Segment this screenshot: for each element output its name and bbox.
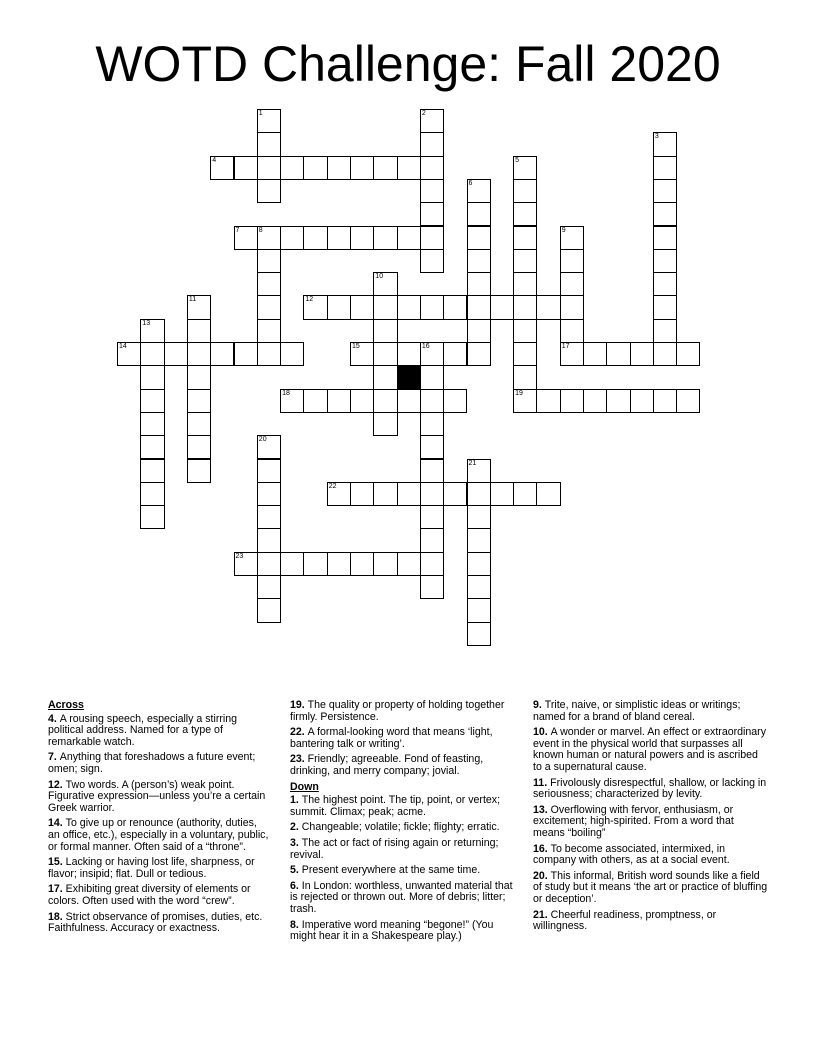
grid-cell[interactable]: [420, 482, 444, 506]
clue-item-text: Anything that foreshadows a future event; omen; sign.: [48, 751, 256, 775]
clue-item: [290, 754, 515, 777]
grid-cell[interactable]: [257, 459, 281, 483]
grid-cell[interactable]: [490, 482, 514, 506]
grid-cell[interactable]: [257, 132, 281, 156]
clue-item-text: Strict observance of promises, duties, etc. Faithfulness. Accuracy or exactness.: [48, 910, 263, 935]
grid-cell[interactable]: [560, 389, 584, 413]
clue-item: [48, 780, 270, 815]
grid-cell[interactable]: [606, 342, 630, 366]
clue-item-text: To give up or renounce (authority, duties, an office, etc.), especially in a voluntary, public, or formal manner. Often said of a “throne”.: [48, 817, 269, 853]
clue-item-number: 13.: [533, 803, 551, 816]
grid-cell[interactable]: [536, 295, 560, 319]
grid-cell[interactable]: [467, 482, 491, 506]
grid-cell[interactable]: [234, 226, 258, 250]
clue-number: 8: [258, 226, 263, 234]
grid-cell[interactable]: [257, 435, 281, 459]
clue-item-number: 10.: [533, 726, 551, 739]
grid-cell[interactable]: [513, 319, 537, 343]
clue-item-text: A rousing speech, especially a stirring political address. Named for a type of remarkable watch.: [48, 712, 238, 748]
grid-cell[interactable]: [420, 226, 444, 250]
clue-item-number: 1.: [290, 794, 302, 807]
clue-item-text: Imperative word meaning “begone!” (You might hear it in a Shakespeare play.): [290, 918, 494, 943]
grid-cell[interactable]: [467, 622, 491, 646]
clue-item-number: 6.: [290, 879, 302, 892]
clue-item: [48, 912, 270, 935]
grid-cell[interactable]: [280, 342, 304, 366]
clue-item: [290, 822, 515, 834]
grid-cell[interactable]: [140, 482, 164, 506]
grid-cell[interactable]: [210, 342, 234, 366]
grid-cell[interactable]: [467, 459, 491, 483]
grid-cell[interactable]: [513, 482, 537, 506]
clue-number: 10: [375, 273, 384, 281]
grid-cell[interactable]: [350, 482, 374, 506]
grid-cell[interactable]: [187, 459, 211, 483]
grid-cell[interactable]: [257, 226, 281, 250]
grid-cell[interactable]: [350, 226, 374, 250]
clue-number: 14: [119, 343, 127, 350]
clue-item: [290, 700, 515, 723]
clue-item: [48, 884, 270, 907]
grid-cell[interactable]: [187, 365, 211, 389]
clue-number: 20: [258, 436, 267, 444]
clue-number: 7: [235, 226, 240, 234]
grid-cell[interactable]: [257, 528, 281, 552]
clue-number: 9: [561, 226, 566, 234]
clue-item-number: 22.: [290, 726, 308, 739]
grid-cell[interactable]: [653, 132, 677, 156]
grid-cell[interactable]: [467, 342, 491, 366]
grid-cell[interactable]: [327, 389, 351, 413]
grid-cell[interactable]: [443, 295, 467, 319]
clue-item-number: 9.: [533, 699, 545, 711]
clue-item: [48, 818, 270, 853]
grid-cell[interactable]: [420, 109, 444, 133]
grid-cell[interactable]: [303, 552, 327, 576]
clue-item-text: Frivolously disrespectful, shallow, or lacking in seriousness; characterized by levity.: [533, 776, 767, 801]
grid-cell[interactable]: [653, 156, 677, 180]
grid-cell[interactable]: [187, 319, 211, 343]
grid-cell[interactable]: [443, 482, 467, 506]
grid-cell[interactable]: [140, 459, 164, 483]
clue-item: [533, 700, 768, 723]
clue-item-text: Present everywhere at the same time.: [301, 864, 481, 877]
clue-number: 13: [142, 319, 151, 327]
grid-cell[interactable]: [467, 598, 491, 622]
grid-cell[interactable]: [560, 295, 584, 319]
grid-cell[interactable]: [420, 249, 444, 273]
grid-cell[interactable]: [490, 295, 514, 319]
clue-item: [533, 910, 768, 933]
grid-cell[interactable]: [373, 272, 397, 296]
grid-cell[interactable]: [140, 389, 164, 413]
grid-cell[interactable]: [397, 295, 421, 319]
grid-cell[interactable]: [303, 295, 327, 319]
grid-cell[interactable]: [676, 389, 700, 413]
grid-cell[interactable]: [373, 295, 397, 319]
grid-cell[interactable]: [513, 156, 537, 180]
puzzle-title: WOTD Challenge: Fall 2020: [95, 36, 721, 92]
grid-cell[interactable]: [513, 202, 537, 226]
clue-number: 3: [654, 133, 659, 141]
clue-item: [290, 865, 515, 877]
grid-cell[interactable]: [257, 179, 281, 203]
grid-cell[interactable]: [467, 319, 491, 343]
grid-cell[interactable]: [187, 389, 211, 413]
grid-cell[interactable]: [560, 342, 584, 366]
clue-item-number: 8.: [290, 918, 302, 931]
grid-cell[interactable]: [420, 412, 444, 436]
grid-cell[interactable]: [560, 249, 584, 273]
grid-cell[interactable]: [397, 226, 421, 250]
grid-cell[interactable]: [420, 575, 444, 599]
clue-item-number: 5.: [290, 864, 302, 877]
clue-item-text: A formal-looking word that means ‘light, bantering talk or writing’.: [290, 726, 493, 750]
clues-column-1: [48, 700, 270, 939]
grid-cell[interactable]: [280, 226, 304, 250]
grid-cell[interactable]: [467, 249, 491, 273]
clue-item-number: 20.: [533, 869, 551, 882]
grid-cell[interactable]: [630, 342, 654, 366]
clue-number: 1: [258, 110, 263, 117]
grid-cell[interactable]: [303, 226, 327, 250]
grid-cell[interactable]: [140, 435, 164, 459]
grid-cell[interactable]: [234, 552, 258, 576]
clue-number: 16: [421, 343, 430, 350]
clue-item-text: Friendly; agreeable. Fond of feasting, drinking, and merry company; jovial.: [290, 753, 484, 777]
clue-item-number: 23.: [290, 753, 308, 766]
grid-cell[interactable]: [187, 342, 211, 366]
grid-cell[interactable]: [653, 226, 677, 250]
grid-cell[interactable]: [467, 272, 491, 296]
grid-cell[interactable]: [257, 295, 281, 319]
clue-item-number: 11.: [533, 776, 551, 789]
grid-cell[interactable]: [420, 342, 444, 366]
grid-cell[interactable]: [187, 412, 211, 436]
grid-cell[interactable]: [467, 505, 491, 529]
across-clue-list: [48, 714, 270, 935]
clue-item-text: Exhibiting great diversity of elements or colors. Often used with the word “crew”.: [48, 883, 251, 907]
grid-cell[interactable]: [420, 435, 444, 459]
grid-cell[interactable]: [117, 342, 141, 366]
grid-cell[interactable]: [257, 505, 281, 529]
grid-cell[interactable]: [350, 342, 374, 366]
clue-item-text: The quality or property of holding together firmly. Persistence.: [290, 699, 505, 723]
grid-cell[interactable]: [373, 552, 397, 576]
clue-item-text: Cheerful readiness, promptness, or willingness.: [533, 908, 717, 933]
grid-cell[interactable]: [676, 342, 700, 366]
clue-number: 15: [352, 343, 360, 350]
grid-cell[interactable]: [653, 249, 677, 273]
clue-item-number: 15.: [48, 856, 66, 869]
clue-item-text: Two words. A (person’s) weak point. Figurative expression—unless you’re a certain Greek warrior.: [48, 778, 266, 814]
grid-cell[interactable]: [397, 342, 421, 366]
clue-item: [48, 752, 270, 775]
grid-cell[interactable]: [327, 482, 351, 506]
grid-cell[interactable]: [280, 156, 304, 180]
clue-item: [290, 727, 515, 750]
grid-cell[interactable]: [467, 295, 491, 319]
down-clue-list-continued: [533, 700, 768, 933]
grid-cell[interactable]: [373, 365, 397, 389]
grid-cell[interactable]: [257, 249, 281, 273]
grid-cell[interactable]: [257, 482, 281, 506]
grid-cell[interactable]: [653, 342, 677, 366]
clue-item-number: 16.: [533, 842, 551, 855]
across-heading: Across: [48, 699, 84, 711]
grid-cell[interactable]: [513, 342, 537, 366]
grid-cell[interactable]: [373, 226, 397, 250]
clues-column-3: [533, 700, 768, 937]
grid-cell[interactable]: [583, 389, 607, 413]
grid-cell[interactable]: [257, 598, 281, 622]
clue-number: 11: [188, 296, 197, 304]
clue-number: 23: [235, 552, 244, 560]
clue-item-text: In London: worthless, unwanted material that is rejected or thrown out. More of debris; litter; trash.: [290, 879, 513, 915]
clue-number: 17: [561, 343, 570, 350]
grid-cell[interactable]: [653, 179, 677, 203]
grid-cell[interactable]: [583, 342, 607, 366]
grid-cell[interactable]: [420, 202, 444, 226]
grid-cell[interactable]: [234, 342, 258, 366]
clue-item: [533, 805, 768, 840]
grid-cell[interactable]: [373, 342, 397, 366]
grid-cell[interactable]: [350, 295, 374, 319]
grid-cell[interactable]: [420, 552, 444, 576]
grid-cell[interactable]: [420, 295, 444, 319]
clue-item-number: 18.: [48, 910, 66, 923]
clue-item: [48, 857, 270, 880]
grid-cell[interactable]: [140, 319, 164, 343]
grid-cell[interactable]: [187, 295, 211, 319]
grid-cell[interactable]: [467, 528, 491, 552]
clue-item-text: This informal, British word sounds like a field of study but it means ‘the art or practice of bluffing or deception’.: [533, 869, 768, 905]
grid-cell[interactable]: [560, 226, 584, 250]
grid-cell[interactable]: [373, 389, 397, 413]
grid-cell[interactable]: [350, 552, 374, 576]
clue-item: [533, 778, 768, 801]
grid-cell[interactable]: [467, 202, 491, 226]
grid-cell[interactable]: [327, 552, 351, 576]
grid-cell[interactable]: [420, 179, 444, 203]
clue-item-text: Overflowing with fervor, enthusiasm, or excitement; high-spirited. From a word that means “boiling”: [533, 803, 734, 839]
clue-item-text: The highest point. The tip, point, or vertex; summit. Climax; peak; acme.: [290, 794, 501, 818]
clue-item: [290, 881, 515, 916]
grid-cell[interactable]: [560, 272, 584, 296]
grid-cell[interactable]: [420, 528, 444, 552]
grid-cell[interactable]: [350, 389, 374, 413]
across-clue-list-continued: [290, 700, 515, 778]
clue-item-number: 17.: [48, 883, 66, 896]
clue-item-number: 19.: [290, 699, 308, 711]
grid-cell[interactable]: [420, 132, 444, 156]
grid-cell[interactable]: [327, 226, 351, 250]
grid-cell[interactable]: [420, 505, 444, 529]
clue-item-number: 3.: [290, 836, 302, 849]
grid-cell[interactable]: [373, 156, 397, 180]
clue-number: 18: [282, 389, 290, 397]
grid-cell[interactable]: [630, 389, 654, 413]
grid-cell[interactable]: [606, 389, 630, 413]
grid-cell[interactable]: [397, 389, 421, 413]
grid-cell[interactable]: [467, 179, 491, 203]
clue-item-number: 7.: [48, 751, 60, 764]
clue-item: [48, 714, 270, 749]
clues-column-2: [290, 700, 515, 947]
clue-number: 6: [468, 179, 473, 187]
grid-cell[interactable]: [536, 389, 560, 413]
grid-cell[interactable]: [397, 552, 421, 576]
grid-cell[interactable]: [373, 319, 397, 343]
clue-item-text: The act or fact of rising again or returning; revival.: [290, 836, 499, 861]
grid-cell[interactable]: [467, 552, 491, 576]
grid-cell[interactable]: [280, 389, 304, 413]
grid-cell[interactable]: [420, 389, 444, 413]
clue-item-number: 14.: [48, 817, 66, 830]
grid-cell[interactable]: [513, 365, 537, 389]
grid-cell[interactable]: [397, 482, 421, 506]
grid-cell[interactable]: [420, 459, 444, 483]
down-clue-list: [290, 795, 515, 943]
clue-item-number: 21.: [533, 908, 551, 921]
grid-cell[interactable]: [140, 365, 164, 389]
clue-item-text: Changeable; volatile; fickle; flighty; erratic.: [301, 821, 500, 834]
grid-cell[interactable]: [257, 272, 281, 296]
grid-cell[interactable]: [536, 482, 560, 506]
clue-item: [533, 871, 768, 906]
clue-item: [533, 727, 768, 773]
clue-number: 4: [212, 156, 217, 164]
clue-item-text: Trite, naive, or simplistic ideas or writings; named for a brand of bland cereal.: [533, 699, 741, 723]
clue-number: 19: [515, 389, 523, 397]
grid-cell[interactable]: [303, 156, 327, 180]
grid-cell[interactable]: [653, 272, 677, 296]
grid-cell[interactable]: [513, 226, 537, 250]
grid-cell[interactable]: [467, 226, 491, 250]
grid-cell[interactable]: [140, 412, 164, 436]
clue-number: 5: [515, 156, 519, 164]
clue-item-number: 4.: [48, 712, 60, 725]
clue-number: 21: [468, 459, 477, 467]
grid-cell[interactable]: [257, 552, 281, 576]
grid-cell[interactable]: [257, 109, 281, 133]
grid-cell[interactable]: [210, 156, 234, 180]
grid-cell[interactable]: [257, 156, 281, 180]
grid-cell[interactable]: [257, 342, 281, 366]
clue-item-text: Lacking or having lost life, sharpness, or flavor; insipid; flat. Dull or tedious.: [48, 856, 255, 880]
clue-item-number: 12.: [48, 778, 66, 791]
grid-cell[interactable]: [187, 435, 211, 459]
grid-cell[interactable]: [513, 295, 537, 319]
grid-cell[interactable]: [257, 319, 281, 343]
grid-cell[interactable]: [303, 389, 327, 413]
grid-cell[interactable]: [327, 156, 351, 180]
grid-cell[interactable]: [653, 389, 677, 413]
grid-cell[interactable]: [420, 365, 444, 389]
clue-item: [290, 920, 515, 943]
grid-cell[interactable]: [560, 319, 584, 343]
clue-number: 22: [328, 482, 337, 490]
down-heading: Down: [290, 780, 319, 793]
grid-black-cell: [397, 365, 421, 389]
grid-cell[interactable]: [443, 342, 467, 366]
grid-cell[interactable]: [327, 295, 351, 319]
grid-cell[interactable]: [513, 179, 537, 203]
grid-cell[interactable]: [420, 156, 444, 180]
grid-cell[interactable]: [280, 552, 304, 576]
clue-number: 12: [305, 296, 314, 304]
grid-cell[interactable]: [443, 389, 467, 413]
grid-cell[interactable]: [373, 412, 397, 436]
clue-item: [290, 795, 515, 818]
grid-cell[interactable]: [513, 272, 537, 296]
grid-cell[interactable]: [140, 342, 164, 366]
clue-number: 2: [421, 110, 426, 117]
grid-cell[interactable]: [373, 482, 397, 506]
grid-cell[interactable]: [164, 342, 188, 366]
grid-cell[interactable]: [257, 575, 281, 599]
grid-cell[interactable]: [397, 156, 421, 180]
clue-item-text: To become associated, intermixed, in company with others, as at a social event.: [533, 842, 730, 867]
clue-item: [290, 838, 515, 861]
grid-cell[interactable]: [513, 249, 537, 273]
grid-cell[interactable]: [653, 319, 677, 343]
clue-item-text: A wonder or marvel. An effect or extraordinary event in the physical world that surpasses all known human or natural powers and is ascribed to a supernatural cause.: [533, 726, 766, 773]
grid-cell[interactable]: [467, 575, 491, 599]
grid-cell[interactable]: [653, 295, 677, 319]
clue-item-number: 2.: [290, 821, 302, 834]
grid-cell[interactable]: [234, 156, 258, 180]
clue-item: [533, 844, 768, 867]
grid-cell[interactable]: [653, 202, 677, 226]
grid-cell[interactable]: [350, 156, 374, 180]
grid-cell[interactable]: [513, 389, 537, 413]
grid-cell[interactable]: [140, 505, 164, 529]
